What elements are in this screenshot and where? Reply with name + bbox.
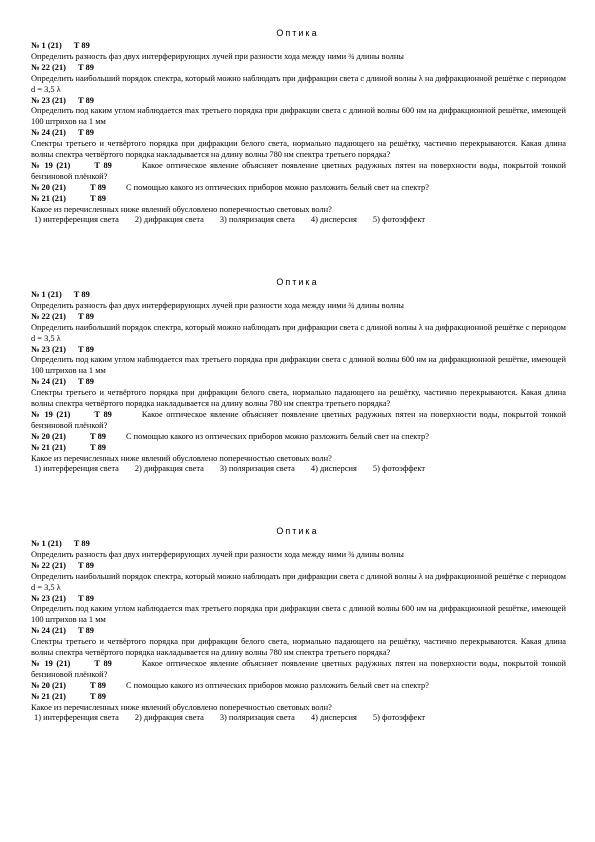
- answer-option: 1) интерференция света: [34, 713, 119, 723]
- question-text: С помощью какого из оптических приборов можно разложить белый свет на спектр?: [126, 182, 429, 192]
- question-number: № 1 (21): [31, 539, 62, 548]
- question-header: [31, 194, 566, 205]
- question-tag: Т 89: [89, 680, 106, 690]
- question-number: № 20 (21): [31, 431, 66, 441]
- question-number: № 21 (21): [31, 691, 66, 701]
- question-text: Какое оптическое явление объясняет появление цветных радужных пятен на поверхности воды, покрытой тонкой бензиновой плёнкой?: [31, 409, 566, 430]
- questions-list: [31, 41, 566, 226]
- question-header: [31, 561, 566, 572]
- section-title: Оптика: [276, 28, 319, 38]
- question-header: [31, 443, 566, 454]
- answer-option: 3) поляризация света: [219, 464, 295, 474]
- question-inline: [31, 432, 566, 443]
- question-number: № 24 (21): [31, 626, 66, 636]
- question-number: № 24 (21): [31, 377, 66, 387]
- question-number: № 24 (21): [31, 128, 66, 138]
- answer-option: 5) фотоэффект: [372, 713, 425, 723]
- question-tag: Т 89: [89, 431, 106, 441]
- question-number: № 19 (21): [31, 160, 71, 170]
- question-number: № 22 (21): [31, 62, 66, 72]
- answer-option: 4) дисперсия: [310, 464, 357, 474]
- question-header: [31, 692, 566, 703]
- question-text: Определить наибольший порядок спектра, который можно наблюдать при дифракции света с длиной волны λ на дифракционной решётке с периодом d = 3,5 λ: [31, 571, 566, 592]
- worksheet-copy-1: [0, 28, 595, 278]
- question-text: Определить разность фаз двух интерферирующих лучей при разности хода между ними ¾ длины волны: [31, 51, 404, 61]
- question-text: Какое из перечисленных ниже явлений обусловлено поперечностью световых волн?: [31, 453, 332, 463]
- question-tag: Т 89: [89, 193, 106, 203]
- question-text: Определить разность фаз двух интерферирующих лучей при разности хода между ними ¾ длины волны: [31, 300, 404, 310]
- question-header: [31, 41, 566, 52]
- question-inline: [31, 183, 566, 194]
- question-header: [31, 594, 566, 605]
- question-number: № 19 (21): [31, 658, 71, 668]
- answer-option: 4) дисперсия: [310, 215, 357, 225]
- question-number: № 19 (21): [31, 409, 71, 419]
- answer-options: [31, 713, 566, 724]
- question-text: Какое оптическое явление объясняет появление цветных радужных пятен на поверхности воды, покрытой тонкой бензиновой плёнкой?: [31, 160, 566, 181]
- question-tag: Т 89: [77, 560, 94, 570]
- question-tag: Т 89: [77, 128, 94, 138]
- question-number: № 22 (21): [31, 560, 66, 570]
- question-tag: Т 89: [94, 160, 112, 170]
- question-tag: Т 89: [94, 658, 112, 668]
- section-title: Оптика: [276, 526, 319, 536]
- question-tag: Т 89: [89, 182, 106, 192]
- question-header: [31, 312, 566, 323]
- question-header: [31, 377, 566, 388]
- answer-options: [31, 464, 566, 475]
- question-header: [31, 539, 566, 550]
- answer-option: 3) поляризация света: [219, 713, 295, 723]
- question-text: Какое из перечисленных ниже явлений обусловлено поперечностью световых волн?: [31, 204, 332, 214]
- question-text: Спектры третьего и четвёртого порядка при дифракции белого света, нормально падающего на решётку, частично перекрываются. Какая длина волны спектра четвёртого порядка накладывается на длину волны 780 нм спектра третьего порядка?: [31, 388, 566, 408]
- question-tag: Т 89: [77, 593, 94, 603]
- question-tag: Т 89: [73, 41, 90, 50]
- question-text: Определить под каким углом наблюдается max третьего порядка при дифракции света с длиной волны 600 нм на дифракционной решётке, имеющей 100 штрихов на 1 мм: [31, 106, 566, 127]
- question-number: № 21 (21): [31, 193, 66, 203]
- answer-option: 3) поляризация света: [219, 215, 295, 225]
- question-number: № 23 (21): [31, 95, 66, 105]
- question-number: № 20 (21): [31, 182, 66, 192]
- question-text: С помощью какого из оптических приборов можно разложить белый свет на спектр?: [126, 431, 429, 441]
- answer-option: 1) интерференция света: [34, 215, 119, 225]
- worksheet-copy-2: [0, 277, 595, 527]
- question-text: Определить наибольший порядок спектра, который можно наблюдать при дифракции света с длиной волны λ на дифракционной решётке с периодом d = 3,5 λ: [31, 322, 566, 343]
- question-text: Определить наибольший порядок спектра, который можно наблюдать при дифракции света с длиной волны λ на дифракционной решётке с периодом d = 3,5 λ: [31, 73, 566, 94]
- question-tag: Т 89: [89, 442, 106, 452]
- question-text: Спектры третьего и четвёртого порядка при дифракции белого света, нормально падающего на решётку, частично перекрываются. Какая длина волны спектра четвёртого порядка накладывается на длину волны 780 нм спектра третьего порядка?: [31, 637, 566, 657]
- answer-option: 2) дифракция света: [134, 713, 204, 723]
- answer-options: [31, 215, 566, 226]
- answer-option: 2) дифракция света: [134, 215, 204, 225]
- answer-option: 4) дисперсия: [310, 713, 357, 723]
- question-header: [31, 63, 566, 74]
- question-number: № 23 (21): [31, 344, 66, 354]
- question-tag: Т 89: [73, 290, 90, 299]
- question-header: [31, 290, 566, 301]
- question-text: Определить под каким углом наблюдается max третьего порядка при дифракции света с длиной волны 600 нм на дифракционной решётке, имеющей 100 штрихов на 1 мм: [31, 604, 566, 625]
- answer-option: 5) фотоэффект: [372, 464, 425, 474]
- questions-list: [31, 290, 566, 475]
- question-tag: Т 89: [77, 377, 94, 387]
- answer-option: 5) фотоэффект: [372, 215, 425, 225]
- question-number: № 1 (21): [31, 41, 62, 50]
- question-tag: Т 89: [94, 409, 112, 419]
- question-number: № 21 (21): [31, 442, 66, 452]
- question-inline: [31, 161, 566, 183]
- question-number: № 1 (21): [31, 290, 62, 299]
- section-title: Оптика: [276, 277, 319, 287]
- question-text: Спектры третьего и четвёртого порядка при дифракции белого света, нормально падающего на решётку, частично перекрываются. Какая длина волны спектра четвёртого порядка накладывается на длину волны 780 нм спектра третьего порядка?: [31, 139, 566, 159]
- question-number: № 20 (21): [31, 680, 66, 690]
- question-text: С помощью какого из оптических приборов можно разложить белый свет на спектр?: [126, 680, 429, 690]
- question-header: [31, 626, 566, 637]
- question-tag: Т 89: [73, 539, 90, 548]
- question-tag: Т 89: [77, 311, 94, 321]
- question-header: [31, 128, 566, 139]
- question-text: Какое оптическое явление объясняет появление цветных радужных пятен на поверхности воды, покрытой тонкой бензиновой плёнкой?: [31, 658, 566, 679]
- questions-list: [31, 539, 566, 724]
- question-tag: Т 89: [89, 691, 106, 701]
- question-number: № 23 (21): [31, 593, 66, 603]
- question-header: [31, 345, 566, 356]
- question-inline: [31, 410, 566, 432]
- question-inline: [31, 681, 566, 692]
- question-tag: Т 89: [77, 626, 94, 636]
- question-header: [31, 96, 566, 107]
- question-tag: Т 89: [77, 344, 94, 354]
- answer-option: 2) дифракция света: [134, 464, 204, 474]
- answer-option: 1) интерференция света: [34, 464, 119, 474]
- question-inline: [31, 659, 566, 681]
- question-text: Определить разность фаз двух интерферирующих лучей при разности хода между ними ¾ длины волны: [31, 549, 404, 559]
- question-text: Определить под каким углом наблюдается max третьего порядка при дифракции света с длиной волны 600 нм на дифракционной решётке, имеющей 100 штрихов на 1 мм: [31, 355, 566, 376]
- question-number: № 22 (21): [31, 311, 66, 321]
- worksheet-copy-3: [0, 526, 595, 776]
- question-tag: Т 89: [77, 95, 94, 105]
- question-text: Какое из перечисленных ниже явлений обусловлено поперечностью световых волн?: [31, 702, 332, 712]
- question-tag: Т 89: [77, 62, 94, 72]
